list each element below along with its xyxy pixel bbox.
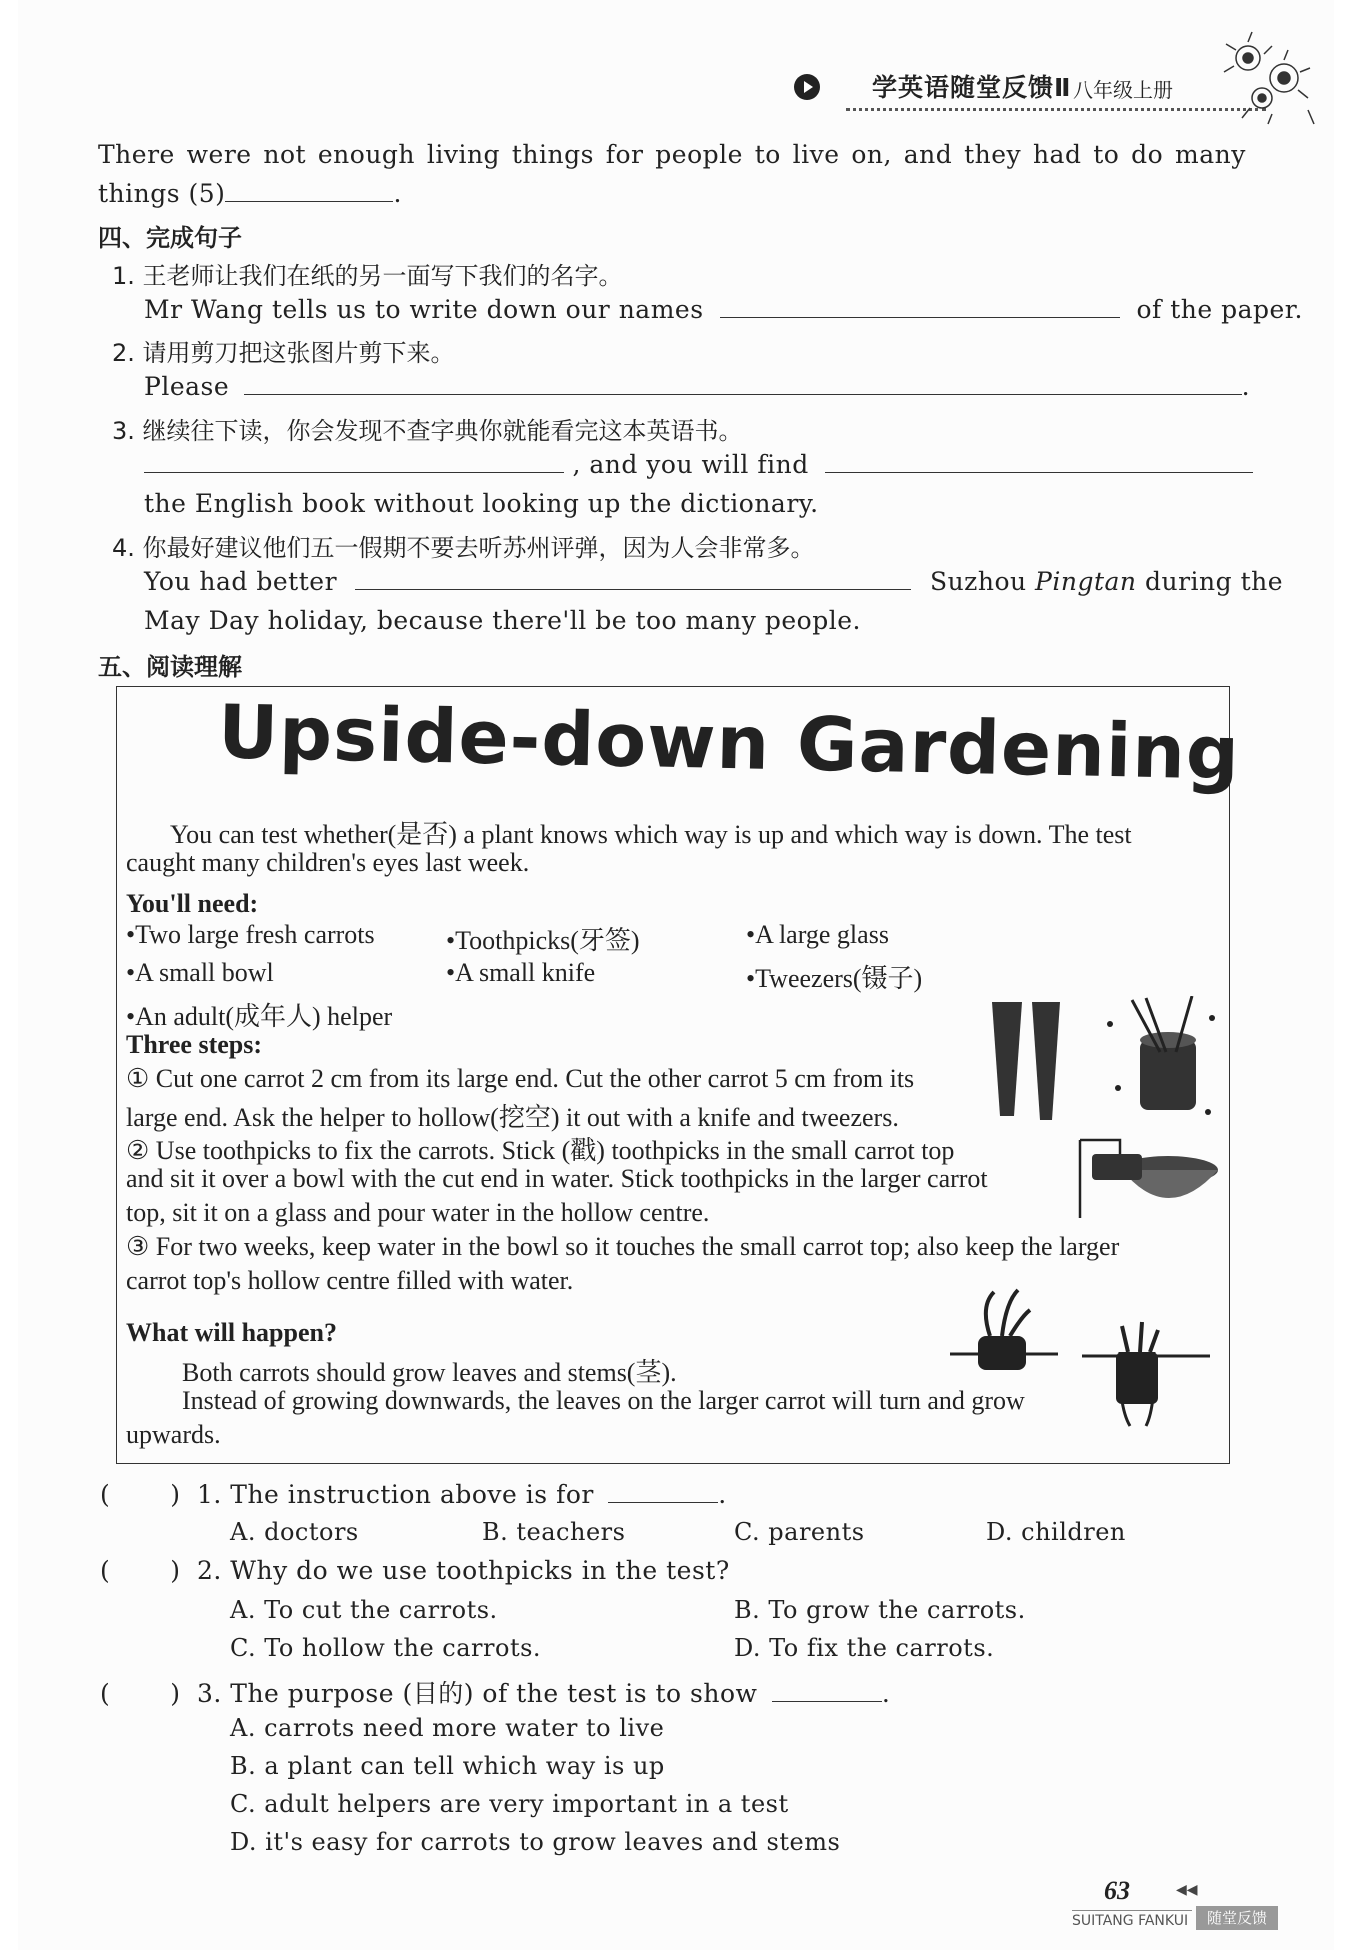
question-3: ( ) 3. The purpose (目的) of the test is to show . (100, 1679, 891, 1708)
q4-english-line-1: You had better Suzhou Pingtan during the (144, 567, 1284, 596)
q1-option-c[interactable]: C. parents (734, 1518, 865, 1546)
need-item: •Toothpicks(牙签) (446, 926, 640, 955)
happen-line-3: upwards. (126, 1420, 221, 1449)
happen-line-2: Instead of growing downwards, the leaves on the larger carrot will turn and grow (182, 1386, 1025, 1415)
q4-answer-blank[interactable] (355, 567, 911, 590)
bowl-setup-illustration-icon (1072, 1130, 1222, 1222)
passage-p1-line-1: You can test whether(是否) a plant knows which way is up and which way is down. The test (170, 820, 1132, 849)
question-1-blank[interactable] (608, 1480, 718, 1503)
sunflower-decoration-icon (1210, 20, 1320, 130)
happen-line-1: Both carrots should grow leaves and stems(茎). (182, 1358, 677, 1387)
happen-heading: What will happen? (126, 1318, 337, 1347)
book-subtitle: 八年级上册 (1073, 78, 1173, 102)
question-3-blank[interactable] (772, 1679, 882, 1702)
need-item: •A large glass (746, 920, 889, 949)
grown-carrots-illustration-icon (950, 1286, 1210, 1436)
q1-option-b[interactable]: B. teachers (482, 1518, 626, 1546)
footer-rule (1072, 1910, 1192, 1911)
q1-chinese: 1. 王老师让我们在纸的另一面写下我们的名字。 (112, 262, 623, 290)
intro-line-1: There were not enough living things for people to live on, and they had to do many (98, 140, 1246, 169)
step-1-line-1: ① Cut one carrot 2 cm from its large end. Cut the other carrot 5 cm from its (126, 1064, 915, 1093)
q2-option-d[interactable]: D. To fix the carrots. (734, 1634, 995, 1662)
need-item: •A small bowl (126, 958, 274, 987)
double-arrow-left-icon: ◀◀ (1176, 1882, 1198, 1898)
q3-english-line-1: , and you will find (144, 450, 1253, 479)
q2-english: Please . (144, 372, 1251, 401)
q3-option-d[interactable]: D. it's easy for carrots to grow leaves and stems (230, 1828, 841, 1856)
play-icon (794, 74, 820, 100)
need-item: •A small knife (446, 958, 596, 987)
q2-option-c[interactable]: C. To hollow the carrots. (230, 1634, 542, 1662)
step-3-line-1: ③ For two weeks, keep water in the bowl so it touches the small carrot top; also keep the larger (126, 1232, 1120, 1261)
q3-option-c[interactable]: C. adult helpers are very important in a test (230, 1790, 789, 1818)
footer-badge: 随堂反馈 (1196, 1906, 1278, 1930)
q2-chinese: 2. 请用剪刀把这张图片剪下来。 (112, 339, 455, 367)
step-2-line-1: ② Use toothpicks to fix the carrots. Stick (戳) toothpicks in the small carrot top (126, 1136, 955, 1165)
q1-english: Mr Wang tells us to write down our names of the paper. (144, 295, 1303, 324)
question-1: ( ) 1. The instruction above is for . (100, 1480, 727, 1509)
q3-answer-blank-2[interactable] (825, 450, 1253, 473)
q3-chinese: 3. 继续往下读，你会发现不查字典你就能看完这本英语书。 (112, 417, 743, 445)
q1-option-a[interactable]: A. doctors (230, 1518, 359, 1546)
passage-title: Upside-down Gardening (217, 689, 1241, 797)
q1-option-d[interactable]: D. children (986, 1518, 1126, 1546)
carrot-cutting-illustration-icon (980, 996, 1220, 1126)
question-2: ( ) 2. Why do we use toothpicks in the test? (100, 1556, 730, 1585)
q3-option-a[interactable]: A. carrots need more water to live (230, 1714, 665, 1742)
intro-line-2: things (5) . (98, 179, 402, 208)
passage-p1-line-2: caught many children's eyes last week. (126, 848, 530, 877)
q3-english-line-2: the English book without looking up the dictionary. (144, 489, 819, 518)
step-2-line-2: and sit it over a bowl with the cut end in water. Stick toothpicks in the larger carrot (126, 1164, 988, 1193)
q3-answer-blank-1[interactable] (144, 450, 564, 473)
header-dotted-rule (846, 108, 1266, 111)
section-5-heading: 五、阅读理解 (98, 653, 242, 681)
need-item: •Two large fresh carrots (126, 920, 375, 949)
footer-label: SUITANG FANKUI (1072, 1913, 1189, 1929)
q4-english-line-2: May Day holiday, because there'll be too many people. (144, 606, 861, 635)
page-number: 63 (1104, 1876, 1130, 1905)
need-heading: You'll need: (126, 889, 259, 918)
answer-blank-5[interactable] (225, 179, 393, 202)
book-title: 学英语随堂反馈Ⅱ (872, 73, 1072, 102)
q2-answer-blank[interactable] (244, 372, 1242, 395)
section-4-heading: 四、完成句子 (98, 224, 242, 252)
q2-option-a[interactable]: A. To cut the carrots. (230, 1596, 498, 1624)
step-2-line-3: top, sit it on a glass and pour water in the hollow centre. (126, 1198, 710, 1227)
q2-option-b[interactable]: B. To grow the carrots. (734, 1596, 1026, 1624)
step-3-line-2: carrot top's hollow centre filled with water. (126, 1266, 574, 1295)
step-1-line-2: large end. Ask the helper to hollow(挖空) it out with a knife and tweezers. (126, 1103, 899, 1132)
q4-chinese: 4. 你最好建议他们五一假期不要去听苏州评弹，因为人会非常多。 (112, 534, 815, 562)
need-item: •Tweezers(镊子) (746, 964, 923, 993)
q1-answer-blank[interactable] (720, 295, 1120, 318)
need-item: •An adult(成年人) helper (126, 1002, 393, 1031)
q3-option-b[interactable]: B. a plant can tell which way is up (230, 1752, 665, 1780)
steps-heading: Three steps: (126, 1030, 263, 1059)
